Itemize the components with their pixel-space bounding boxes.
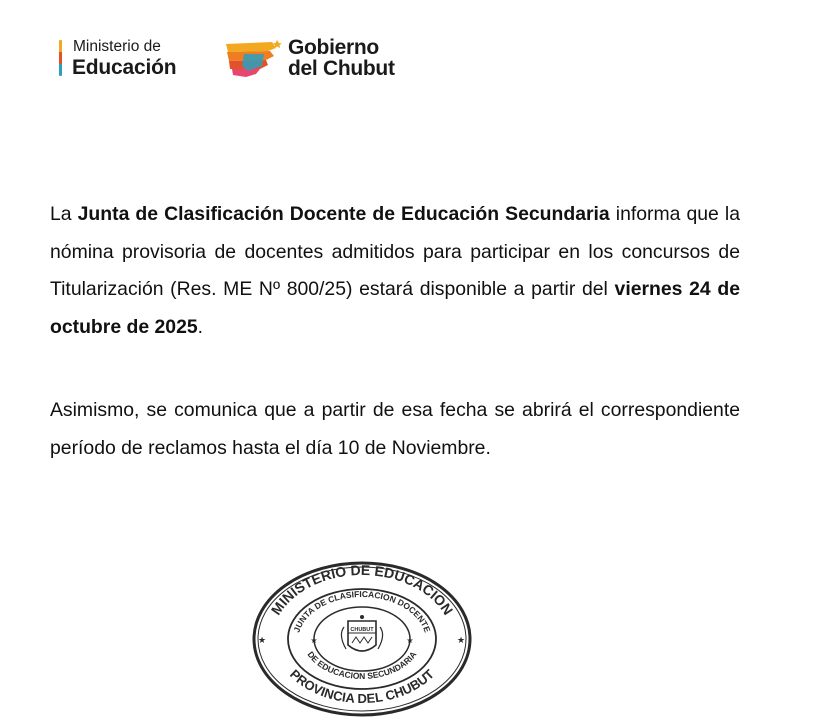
stamp-center-text: CHUBUT bbox=[350, 627, 374, 633]
availability-date: viernes 24 de octubre de 2025 bbox=[50, 278, 740, 338]
stamp-inner-top-text: JUNTA DE CLASIFICACION DOCENTE bbox=[291, 588, 433, 634]
announcement-paragraph bbox=[50, 196, 740, 346]
stamp-inner-bottom-text: DE EDUCACION SECUNDARIA bbox=[305, 649, 419, 682]
ministerio-color-bar bbox=[59, 40, 62, 76]
p1-text-c: . bbox=[197, 315, 204, 338]
p1-text-a: La bbox=[50, 203, 78, 225]
stamp-outer-top-text: MINISTERIO DE EDUCACION bbox=[267, 561, 457, 618]
stamp-outer-bottom-text: PROVINCIA DEL CHUBUT bbox=[287, 666, 437, 707]
svg-text:★: ★ bbox=[257, 636, 267, 646]
official-seal bbox=[248, 557, 473, 718]
svg-text:★: ★ bbox=[406, 636, 414, 645]
claims-paragraph: Asimismo, se comunica que a partir de esa fecha se abrirá el correspondiente período de reclamos hasta el día 10 de Noviembre. bbox=[50, 399, 740, 459]
ministerio-label: Ministerio de bbox=[73, 38, 161, 55]
letterhead bbox=[56, 36, 416, 86]
gobierno-label: Gobierno bbox=[288, 36, 379, 59]
chubut-label: del Chubut bbox=[288, 57, 395, 80]
chubut-logo-icon bbox=[224, 38, 284, 80]
svg-text:★: ★ bbox=[310, 636, 318, 645]
p1-text-b: informa que la nómina provisoria de docentes admitidos para participar en los concursos de Titularización (Res. ME Nº 800/25) estará disponible a partir del bbox=[50, 203, 740, 300]
svg-text:★: ★ bbox=[456, 636, 466, 646]
svg-text:DE EDUCACION SECUNDARIA bbox=[306, 649, 419, 681]
coat-of-arms-icon bbox=[348, 621, 376, 651]
junta-name: Junta de Clasificación Docente de Educación Secundaria bbox=[77, 203, 610, 225]
educacion-label: Educación bbox=[72, 56, 177, 79]
